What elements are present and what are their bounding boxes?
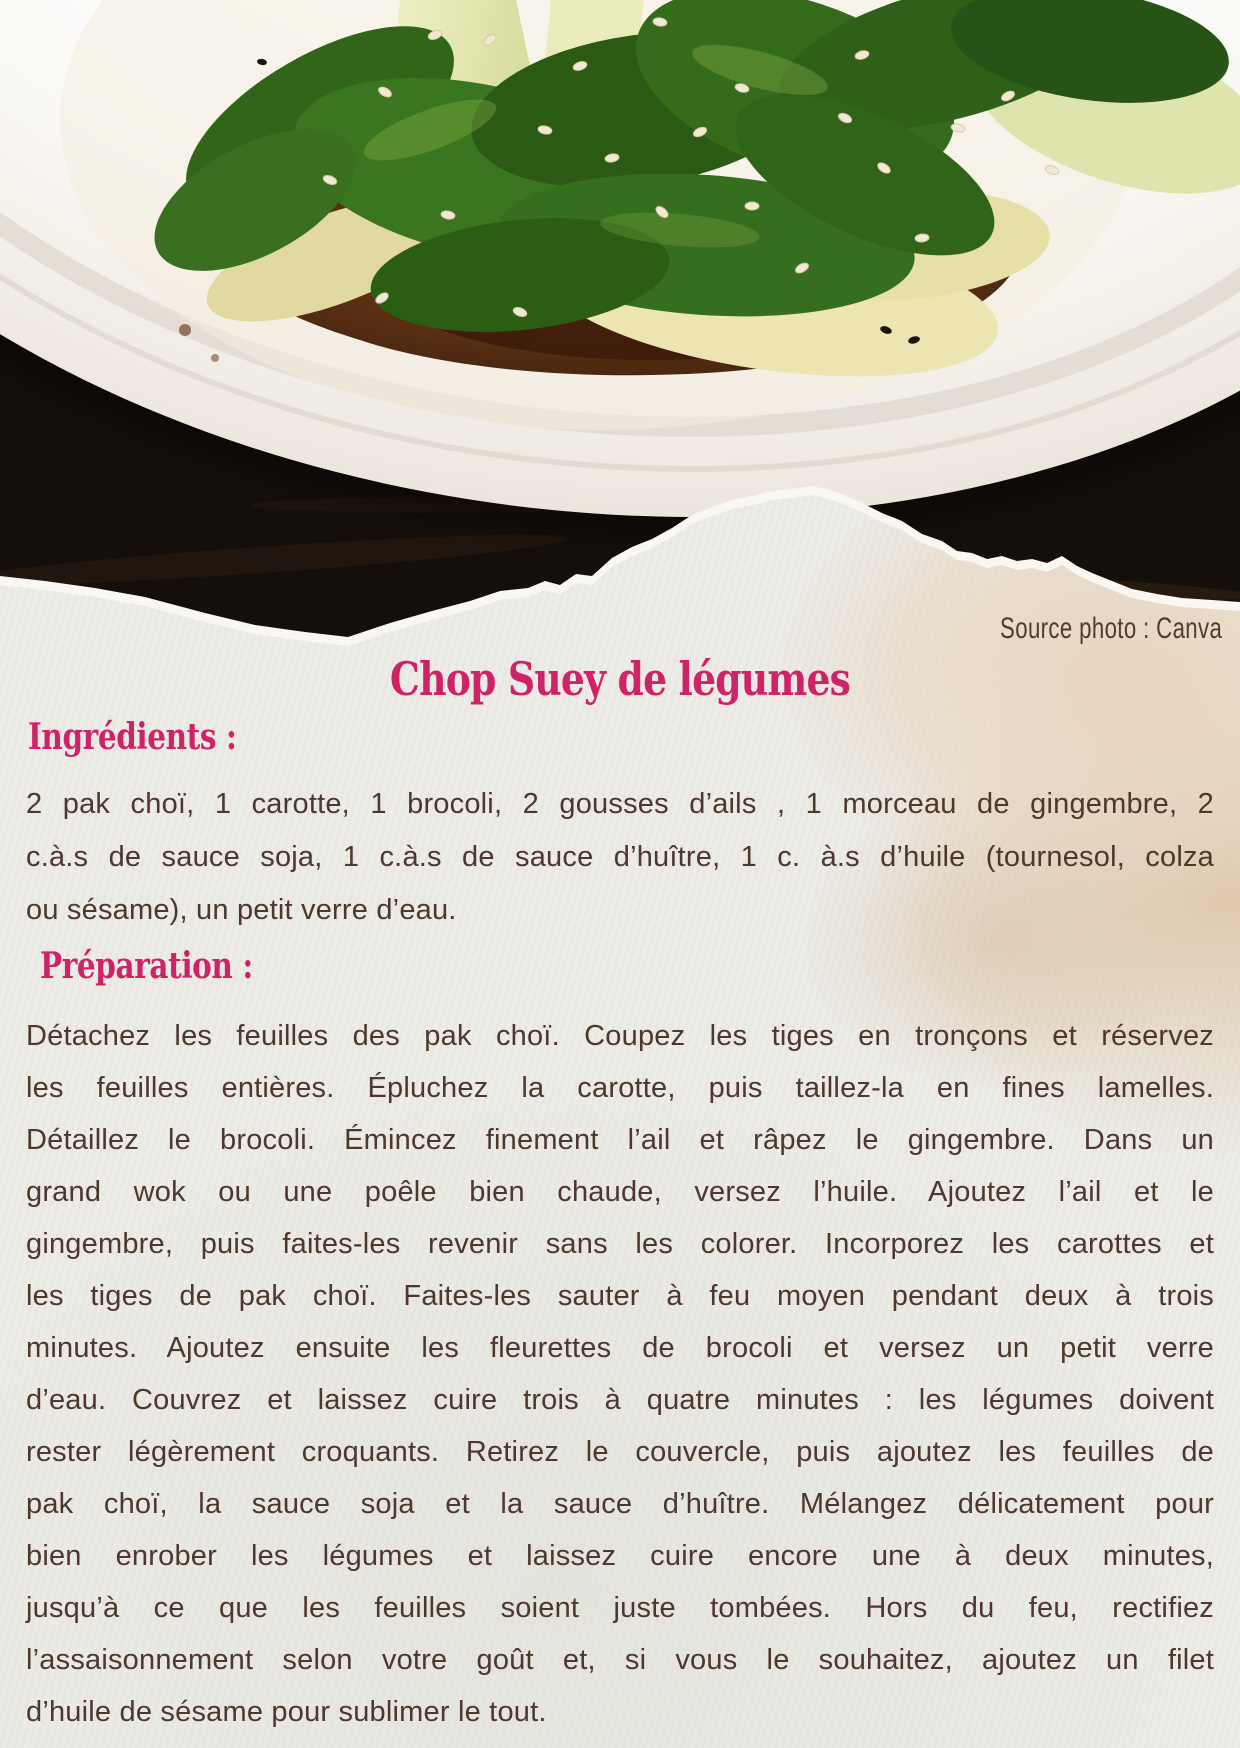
preparation-line: rester légèrement croquants. Retirez le couvercle, puis ajoutez les feuilles de (26, 1436, 1214, 1468)
preparation-line: Détaillez le brocoli. Émincez finement l’ail et râpez le gingembre. Dans un (26, 1124, 1214, 1156)
preparation-line: jusqu’à ce que les feuilles soient juste tombées. Hors du feu, rectifiez (26, 1592, 1214, 1624)
preparation-heading: Préparation : (40, 945, 253, 987)
preparation-text (26, 1010, 1214, 1738)
ingredients-heading: Ingrédients : (28, 716, 237, 758)
preparation-line: bien enrober les légumes et laissez cuire encore une à deux minutes, (26, 1540, 1214, 1572)
preparation-line: pak choï, la sauce soja et la sauce d’huître. Mélangez délicatement pour (26, 1488, 1214, 1520)
preparation-line: d’huile de sésame pour sublimer le tout. (26, 1696, 547, 1728)
preparation-line: les feuilles entières. Épluchez la carotte, puis taillez-la en fines lamelles. (26, 1072, 1214, 1104)
preparation-line: minutes. Ajoutez ensuite les fleurettes de brocoli et versez un petit verre (26, 1332, 1214, 1364)
ingredients-line: ou sésame), un petit verre d’eau. (26, 894, 457, 926)
preparation-line: les tiges de pak choï. Faites-les sauter à feu moyen pendant deux à trois (26, 1280, 1214, 1312)
ingredients-line: c.à.s de sauce soja, 1 c.à.s de sauce d’huître, 1 c. à.s d’huile (tournesol, colza (26, 841, 1214, 873)
recipe-title: Chop Suey de légumes (389, 652, 851, 706)
ingredients-line: 2 pak choï, 1 carotte, 1 brocoli, 2 gousses d’ails , 1 morceau de gingembre, 2 (26, 788, 1214, 820)
photo-credit: Source photo : Canva (999, 612, 1222, 645)
ingredients-text (26, 778, 1214, 937)
preparation-line: d’eau. Couvrez et laissez cuire trois à quatre minutes : les légumes doivent (26, 1384, 1214, 1416)
preparation-line: Détachez les feuilles des pak choï. Coupez les tiges en tronçons et réservez (26, 1020, 1214, 1052)
preparation-line: l’assaisonnement selon votre goût et, si vous le souhaitez, ajoutez un filet (26, 1644, 1214, 1676)
preparation-line: grand wok ou une poêle bien chaude, versez l’huile. Ajoutez l’ail et le (26, 1176, 1214, 1208)
preparation-line: gingembre, puis faites-les revenir sans les colorer. Incorporez les carottes et (26, 1228, 1214, 1260)
